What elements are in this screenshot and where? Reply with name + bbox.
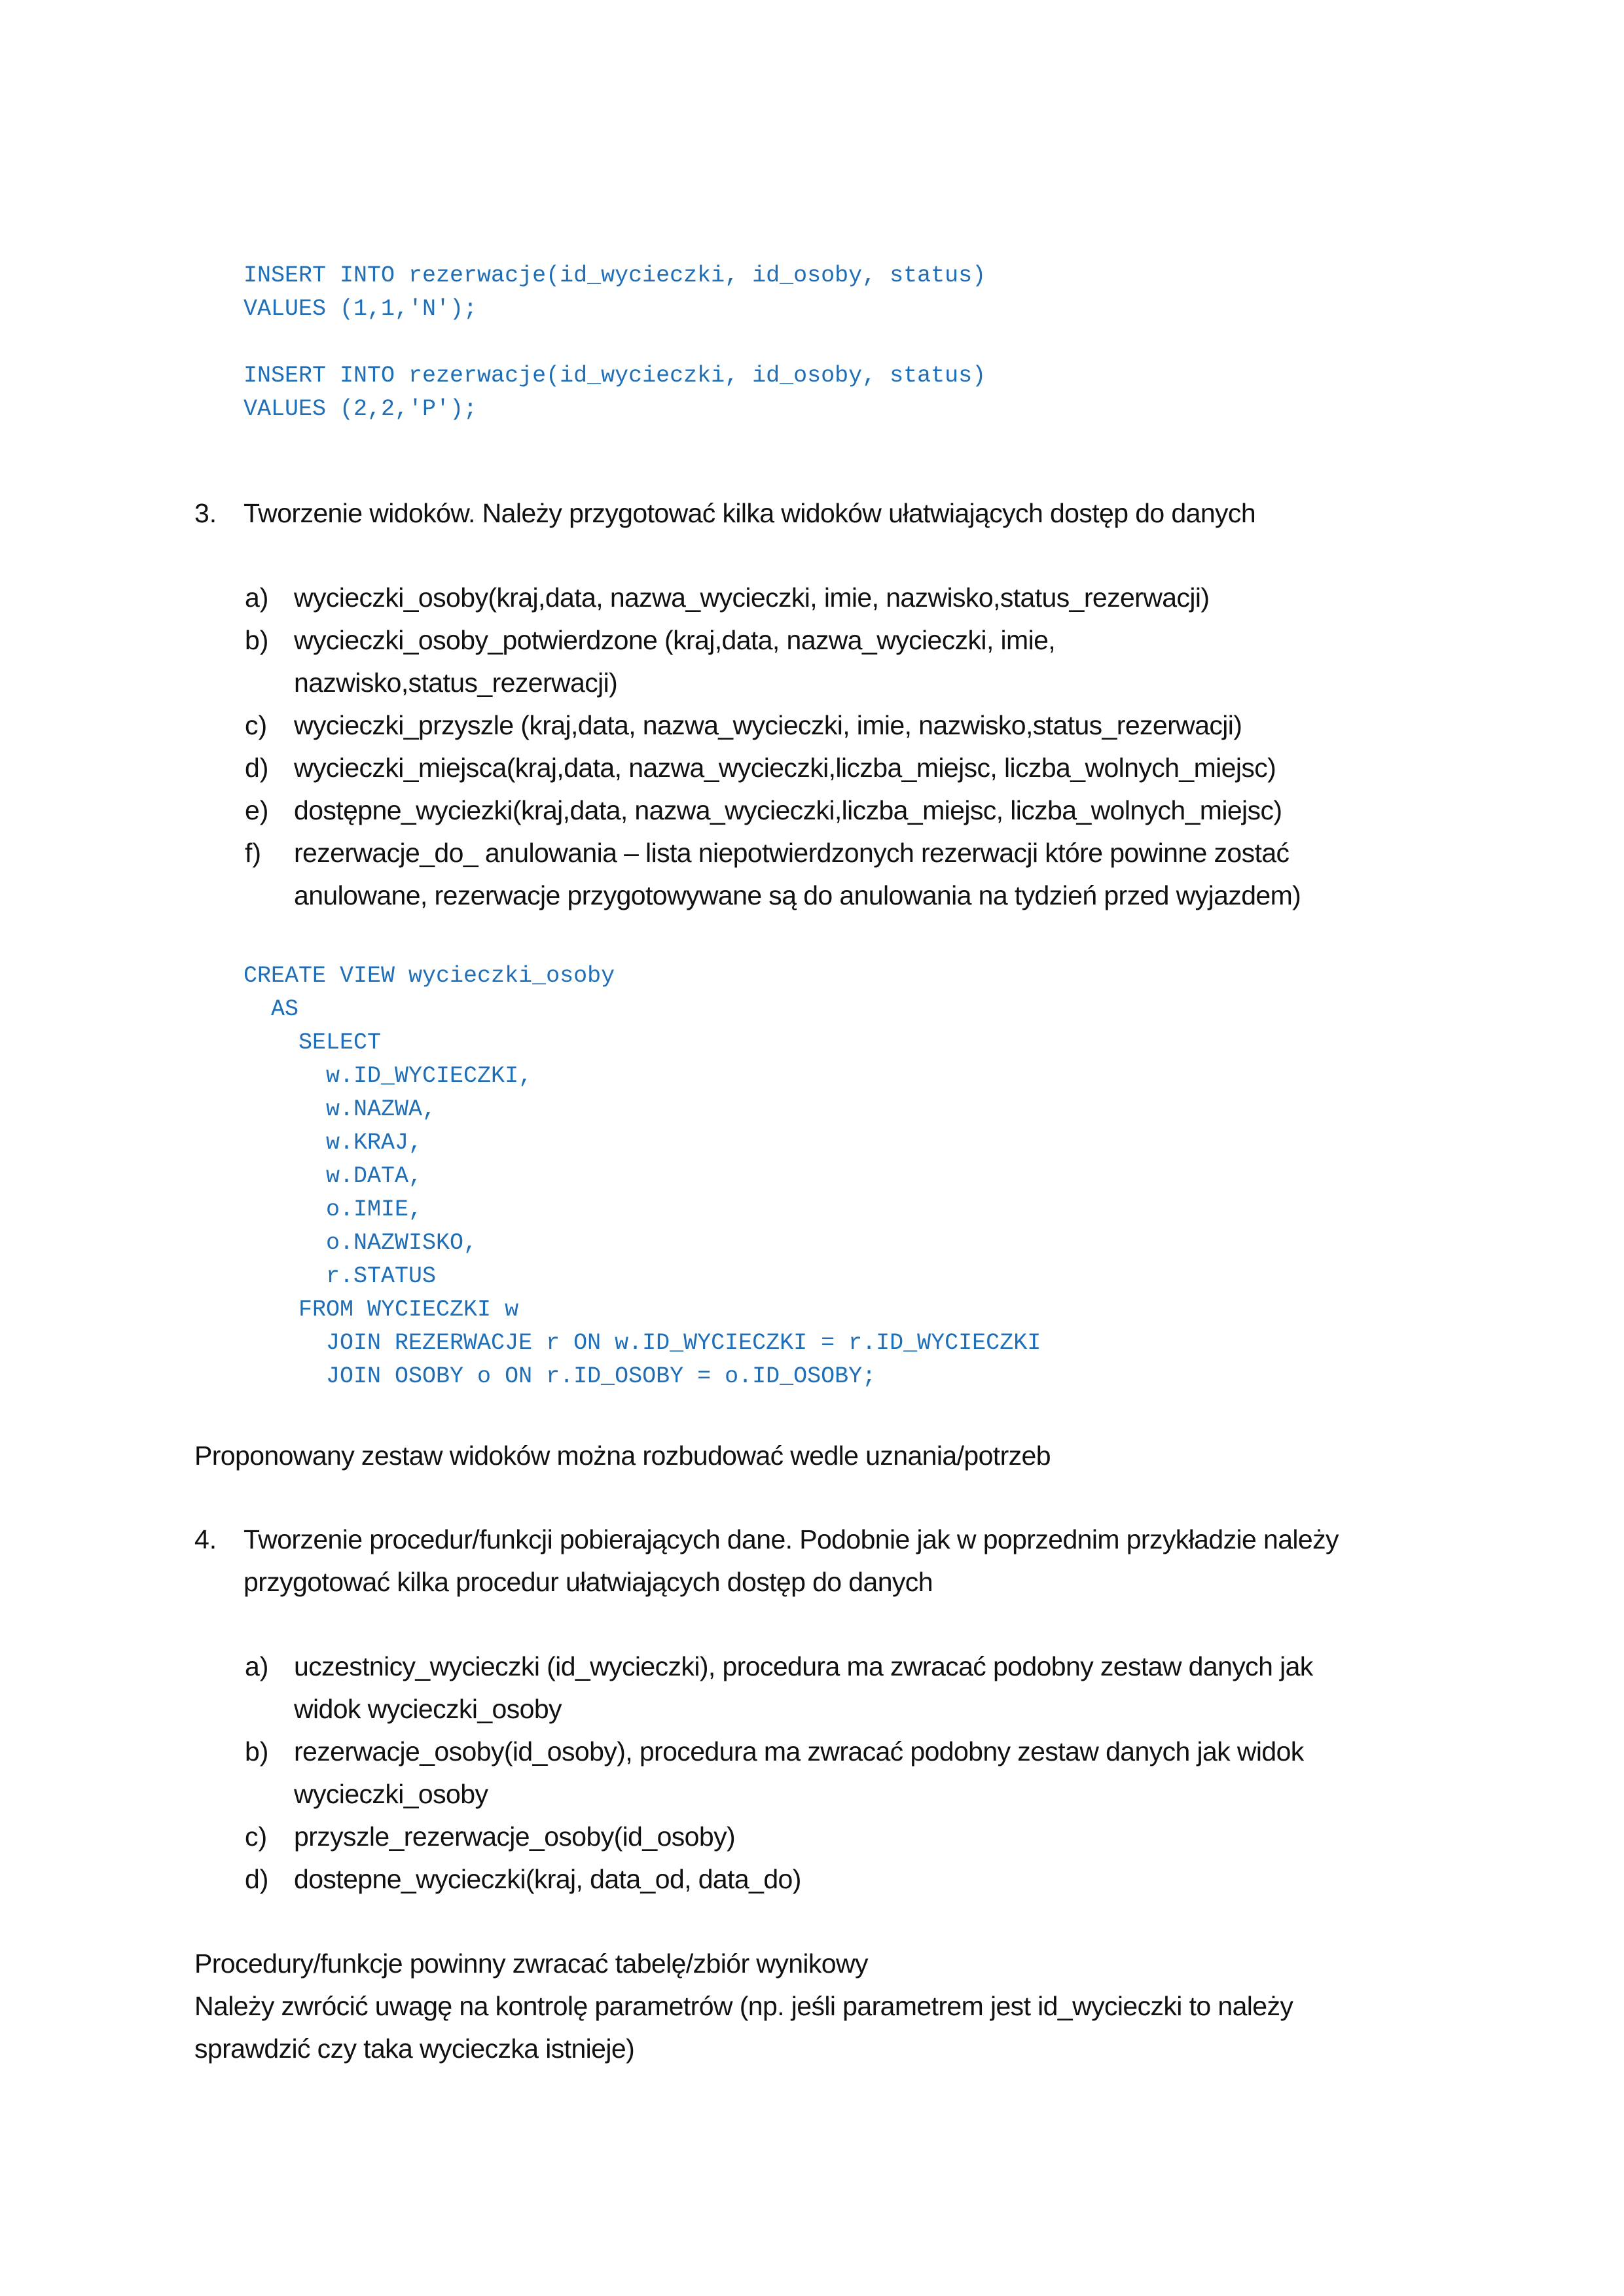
list-item: wycieczki_przyszle (kraj,data, nazwa_wycieczki, imie, nazwisko,status_rezerwacji)	[294, 710, 1242, 740]
list-item: uczestnicy_wycieczki (id_wycieczki), procedura ma zwracać podobny zestaw danych jak	[294, 1651, 1313, 1681]
list-item-label: d)	[245, 1864, 269, 1894]
section-title: Tworzenie procedur/funkcji pobierających dane. Podobnie jak w poprzednim przykładzie należy	[244, 1524, 1339, 1554]
list-item-continuation: anulowane, rezerwacje przygotowywane są do anulowania na tydzień przed wyjazdem)	[294, 880, 1301, 910]
code-line: o.NAZWISKO,	[244, 1230, 478, 1256]
list-item-label: b)	[245, 625, 269, 655]
code-line: INSERT INTO rezerwacje(id_wycieczki, id_osoby, status)	[244, 262, 986, 289]
list-item-label: a)	[245, 1651, 269, 1681]
note-line: Należy zwrócić uwagę na kontrolę parametrów (np. jeśli parametrem jest id_wycieczki to należy	[194, 1991, 1293, 2021]
code-line: SELECT	[244, 1030, 382, 1056]
list-item: dostępne_wyciezki(kraj,data, nazwa_wycieczki,liczba_miejsc, liczba_wolnych_miejsc)	[294, 795, 1282, 825]
list-item: rezerwacje_do_ anulowania – lista niepotwierdzonych rezerwacji które powinne zostać	[294, 838, 1290, 868]
list-item-continuation: nazwisko,status_rezerwacji)	[294, 668, 618, 698]
code-line: FROM WYCIECZKI w	[244, 1297, 519, 1323]
code-line: o.IMIE,	[244, 1196, 423, 1223]
list-item-continuation: wycieczki_osoby	[294, 1779, 488, 1809]
list-item-label: c)	[245, 710, 268, 740]
code-line: INSERT INTO rezerwacje(id_wycieczki, id_osoby, status)	[244, 363, 986, 389]
code-line: CREATE VIEW wycieczki_osoby	[244, 963, 615, 989]
code-line: w.KRAJ,	[244, 1130, 423, 1156]
note-line: sprawdzić czy taka wycieczka istnieje)	[194, 2034, 635, 2064]
list-item-label: c)	[245, 1821, 268, 1852]
code-line: w.DATA,	[244, 1163, 423, 1189]
list-item: przyszle_rezerwacje_osoby(id_osoby)	[294, 1821, 736, 1852]
list-item: rezerwacje_osoby(id_osoby), procedura ma zwracać podobny zestaw danych jak widok	[294, 1736, 1304, 1767]
list-item-label: e)	[245, 795, 269, 825]
code-line: w.NAZWA,	[244, 1096, 437, 1122]
code-line: JOIN OSOBY o ON r.ID_OSOBY = o.ID_OSOBY;	[244, 1363, 876, 1390]
section-title-continuation: przygotować kilka procedur ułatwiających dostęp do danych	[244, 1567, 933, 1597]
list-item: wycieczki_osoby(kraj,data, nazwa_wycieczki, imie, nazwisko,status_rezerwacji)	[294, 583, 1210, 613]
code-line: VALUES (2,2,'P');	[244, 396, 478, 422]
section-number: 4.	[194, 1524, 217, 1554]
note-views: Proponowany zestaw widoków można rozbudować wedle uznania/potrzeb	[194, 1441, 1051, 1471]
code-line: VALUES (1,1,'N');	[244, 296, 478, 322]
section-title: Tworzenie widoków. Należy przygotować kilka widoków ułatwiających dostęp do danych	[244, 498, 1256, 528]
list-item-label: a)	[245, 583, 269, 613]
list-item-label: f)	[245, 838, 262, 868]
code-line: AS	[244, 996, 299, 1022]
note-line: Procedury/funkcje powinny zwracać tabelę/zbiór wynikowy	[194, 1948, 868, 1979]
section-number: 3.	[194, 498, 217, 528]
code-line: JOIN REZERWACJE r ON w.ID_WYCIECZKI = r.ID_WYCIECZKI	[244, 1330, 1041, 1356]
code-line: w.ID_WYCIECZKI,	[244, 1063, 533, 1089]
list-item: wycieczki_miejsca(kraj,data, nazwa_wycieczki,liczba_miejsc, liczba_wolnych_miejsc)	[294, 753, 1276, 783]
list-item-label: d)	[245, 753, 269, 783]
list-item: wycieczki_osoby_potwierdzone (kraj,data, nazwa_wycieczki, imie,	[294, 625, 1056, 655]
list-item: dostepne_wycieczki(kraj, data_od, data_do)	[294, 1864, 801, 1894]
code-line: r.STATUS	[244, 1263, 437, 1289]
list-item-continuation: widok wycieczki_osoby	[294, 1694, 562, 1724]
list-item-label: b)	[245, 1736, 269, 1767]
